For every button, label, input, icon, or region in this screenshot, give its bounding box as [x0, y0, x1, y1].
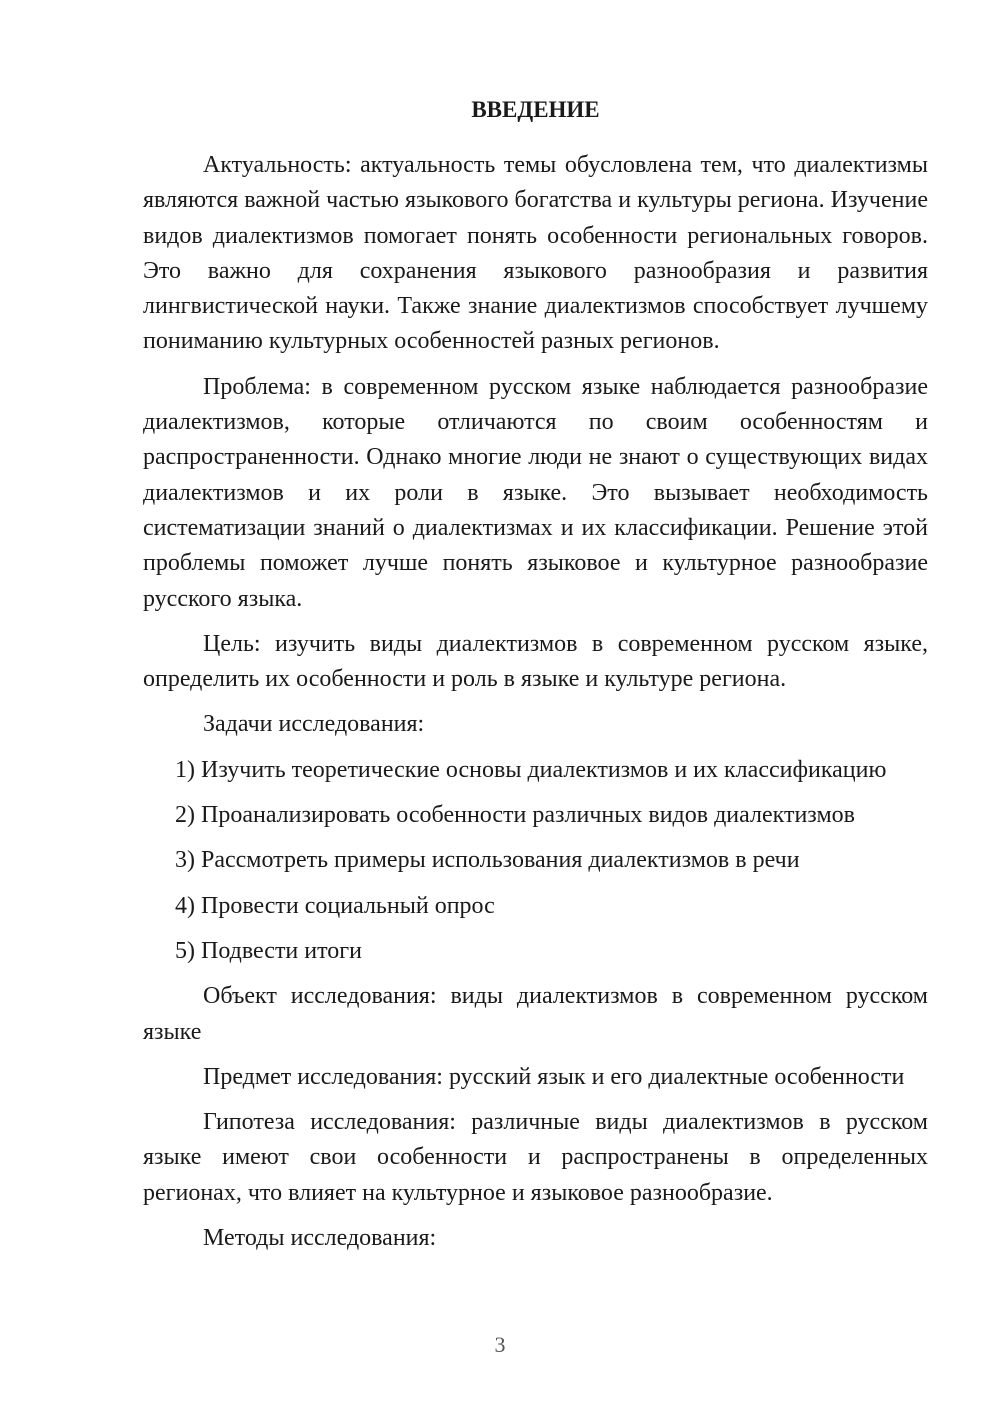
- subject-paragraph: Предмет исследования: русский язык и его диалектные особенности: [203, 1063, 905, 1090]
- page-number: 3: [494, 1332, 506, 1357]
- section-heading: ВВЕДЕНИЕ: [471, 97, 600, 122]
- list-item: 5) Подвести итоги: [175, 937, 362, 964]
- document-page: [143, 92, 928, 1256]
- list-item: 3) Рассмотреть примеры использования диалектизмов в речи: [175, 847, 800, 874]
- goal-paragraph: Цель: изучить виды диалектизмов в современном русском языке, определить их особенности и роль в языке и культуре региона.: [143, 630, 928, 693]
- list-item: 2) Проанализировать особенности различных видов диалектизмов: [175, 802, 855, 829]
- problem-paragraph: Проблема: в современном русском языке наблюдается разнообразие диалектизмов, которые отличаются по своим особенностям и распространенности. Однако многие люди не знают о существующих видах диалектизмов и их роли в языке. Это вызывает необходимость систематизации знаний о диалектизмах и их классификации. Решение этой проблемы поможет лучше понять языковое и культурное разнообразие русского языка.: [143, 373, 928, 612]
- tasks-list: [143, 753, 928, 969]
- methods-label: Методы исследования:: [203, 1225, 437, 1252]
- tasks-label: Задачи исследования:: [203, 711, 425, 738]
- object-paragraph: Объект исследования: виды диалектизмов в современном русском языке: [143, 983, 928, 1045]
- relevance-paragraph: Актуальность: актуальность темы обусловлена тем, что диалектизмы являются важной частью языкового богатства и культуры региона. Изучение видов диалектизмов помогает понять особенности региональных говоров. Это важно для сохранения языкового разнообразия и развития лингвистической науки. Также знание диалектизмов способствует лучшему пониманию культурных особенностей разных регионов.: [143, 152, 928, 355]
- list-item: 1) Изучить теоретические основы диалектизмов и их классификацию: [175, 756, 887, 783]
- list-item: 4) Провести социальный опрос: [175, 892, 495, 919]
- hypothesis-paragraph: Гипотеза исследования: различные виды диалектизмов в русском языке имеют свои особенности и распространены в определенных регионах, что влияет на культурное и языковое разнообразие.: [143, 1109, 928, 1206]
